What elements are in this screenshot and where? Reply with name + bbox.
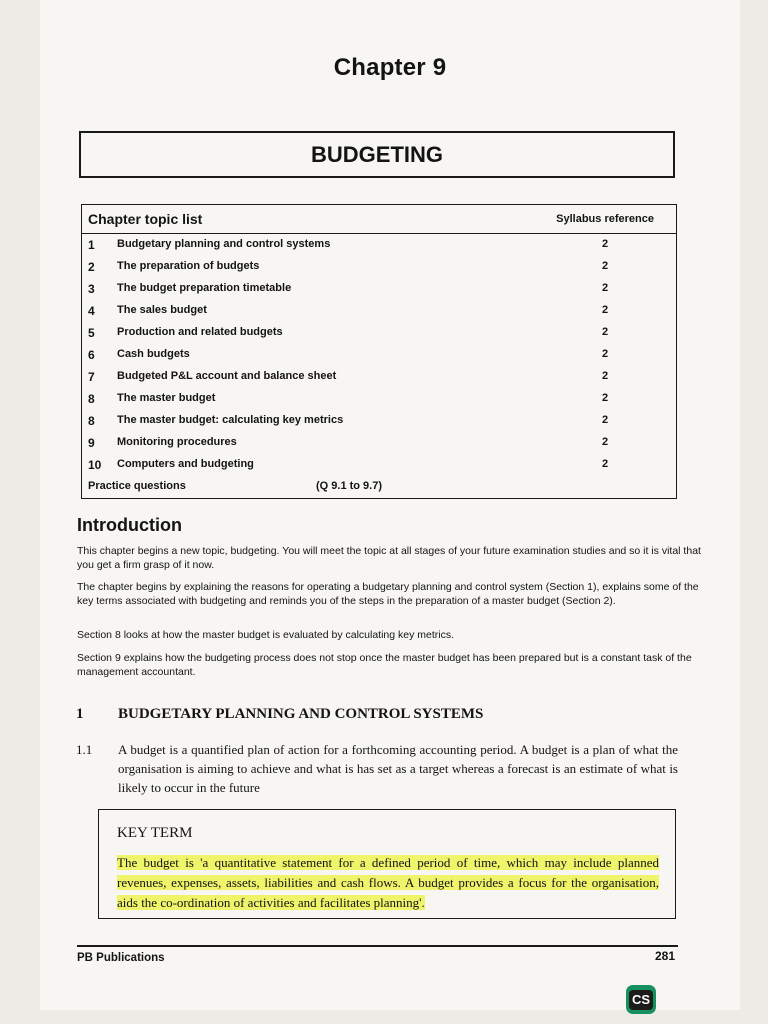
topic-title: The master budget: calculating key metrics (117, 414, 344, 426)
topic-reference: 2 (602, 304, 609, 316)
chapter-topic-table (81, 204, 677, 499)
table-row (82, 278, 676, 300)
table-row (82, 388, 676, 410)
paragraph-number: 1.1 (76, 742, 93, 757)
topic-reference: 2 (602, 458, 609, 470)
syllabus-reference-heading: Syllabus reference (556, 213, 654, 225)
introduction-paragraph: Section 9 explains how the budgeting process does not stop once the master budget has been prepared but is a constant task of the management accountant. (77, 652, 692, 678)
topic-reference: 2 (602, 414, 609, 426)
table-row (82, 322, 676, 344)
chapter-heading: Chapter 9 (333, 54, 447, 81)
topic-number: 6 (88, 348, 95, 362)
topic-title: Budgeted P&L account and balance sheet (117, 370, 337, 382)
topic-table-header (82, 205, 676, 234)
topic-reference: 2 (602, 348, 609, 360)
topic-reference: 2 (602, 370, 609, 382)
table-row (82, 234, 676, 256)
topic-title: The sales budget (117, 304, 207, 316)
topic-list-heading: Chapter topic list (88, 211, 203, 227)
document-page (40, 0, 740, 1010)
topic-reference: 2 (602, 392, 609, 404)
topic-title: Computers and budgeting (117, 458, 254, 470)
table-row (82, 366, 676, 388)
topic-reference: 2 (602, 238, 609, 250)
topic-title: The budget preparation timetable (117, 282, 292, 294)
topic-number: 1 (88, 238, 95, 252)
introduction-paragraph: This chapter begins a new topic, budgeting. You will meet the topic at all stages of your future examination studies and so it is vital that you get a firm grasp of it now. (77, 545, 701, 571)
topic-number: 2 (88, 260, 95, 274)
topic-reference: 2 (602, 436, 609, 448)
introduction-paragraph: Section 8 looks at how the master budget is evaluated by calculating key metrics. (77, 629, 455, 641)
topic-number: 8 (88, 392, 95, 406)
topic-number: 9 (88, 436, 95, 450)
highlighted-text: The budget is 'a quantitative statement for a defined period of time, which may include planned revenues, expenses, assets, liabilities and cash flows. A budget provides a focus for the organisation, aids the co-ordination of activities and facilitates planning'. (117, 855, 659, 910)
topic-number: 8 (88, 414, 95, 428)
practice-questions-label: Practice questions (88, 480, 186, 492)
topic-title: Cash budgets (117, 348, 190, 360)
table-row (82, 454, 676, 476)
section-paragraph: A budget is a quantified plan of action for a forthcoming accounting period. A budget is a plan of what the organisation is aiming to achieve and what is has set as a target whereas a forecast is an estimate of what is likely to occur in the future (118, 742, 678, 795)
table-row (82, 410, 676, 432)
topic-title: Budgetary planning and control systems (117, 238, 331, 250)
topic-reference: 2 (602, 260, 609, 272)
topic-number: 3 (88, 282, 95, 296)
table-row (82, 432, 676, 454)
topic-number: 10 (88, 458, 102, 472)
topic-title: Monitoring procedures (117, 436, 237, 448)
topic-number: 7 (88, 370, 95, 384)
key-term-definition (117, 853, 659, 913)
topic-reference: 2 (602, 282, 609, 294)
table-row (82, 300, 676, 322)
topic-title: Production and related budgets (117, 326, 283, 338)
topic-number: 5 (88, 326, 95, 340)
section-title: BUDGETARY PLANNING AND CONTROL SYSTEMS (118, 706, 484, 722)
logo-text: CS (629, 990, 653, 1010)
topic-number: 4 (88, 304, 95, 318)
introduction-heading: Introduction (77, 515, 182, 535)
page-number: 281 (655, 949, 676, 963)
topic-reference: 2 (602, 326, 609, 338)
topic-title: The preparation of budgets (117, 260, 260, 272)
section-number: 1 (76, 706, 84, 722)
introduction-paragraph: The chapter begins by explaining the reasons for operating a budgetary planning and control system (Section 1), explains some of the key terms associated with budgeting and reminds you of the steps in the preparation of a master budget (Section 2). (77, 581, 699, 607)
key-term-label: KEY TERM (117, 825, 193, 841)
key-term-box (98, 809, 676, 919)
topic-title: The master budget (117, 392, 216, 404)
table-row (82, 344, 676, 366)
footer-rule (77, 945, 678, 947)
chapter-title-box (79, 131, 675, 178)
chapter-title: BUDGETING (311, 141, 443, 167)
camscanner-logo (626, 985, 656, 1014)
table-row (82, 256, 676, 278)
practice-questions-range: (Q 9.1 to 9.7) (316, 480, 383, 492)
publisher-name: PB Publications (77, 952, 165, 964)
